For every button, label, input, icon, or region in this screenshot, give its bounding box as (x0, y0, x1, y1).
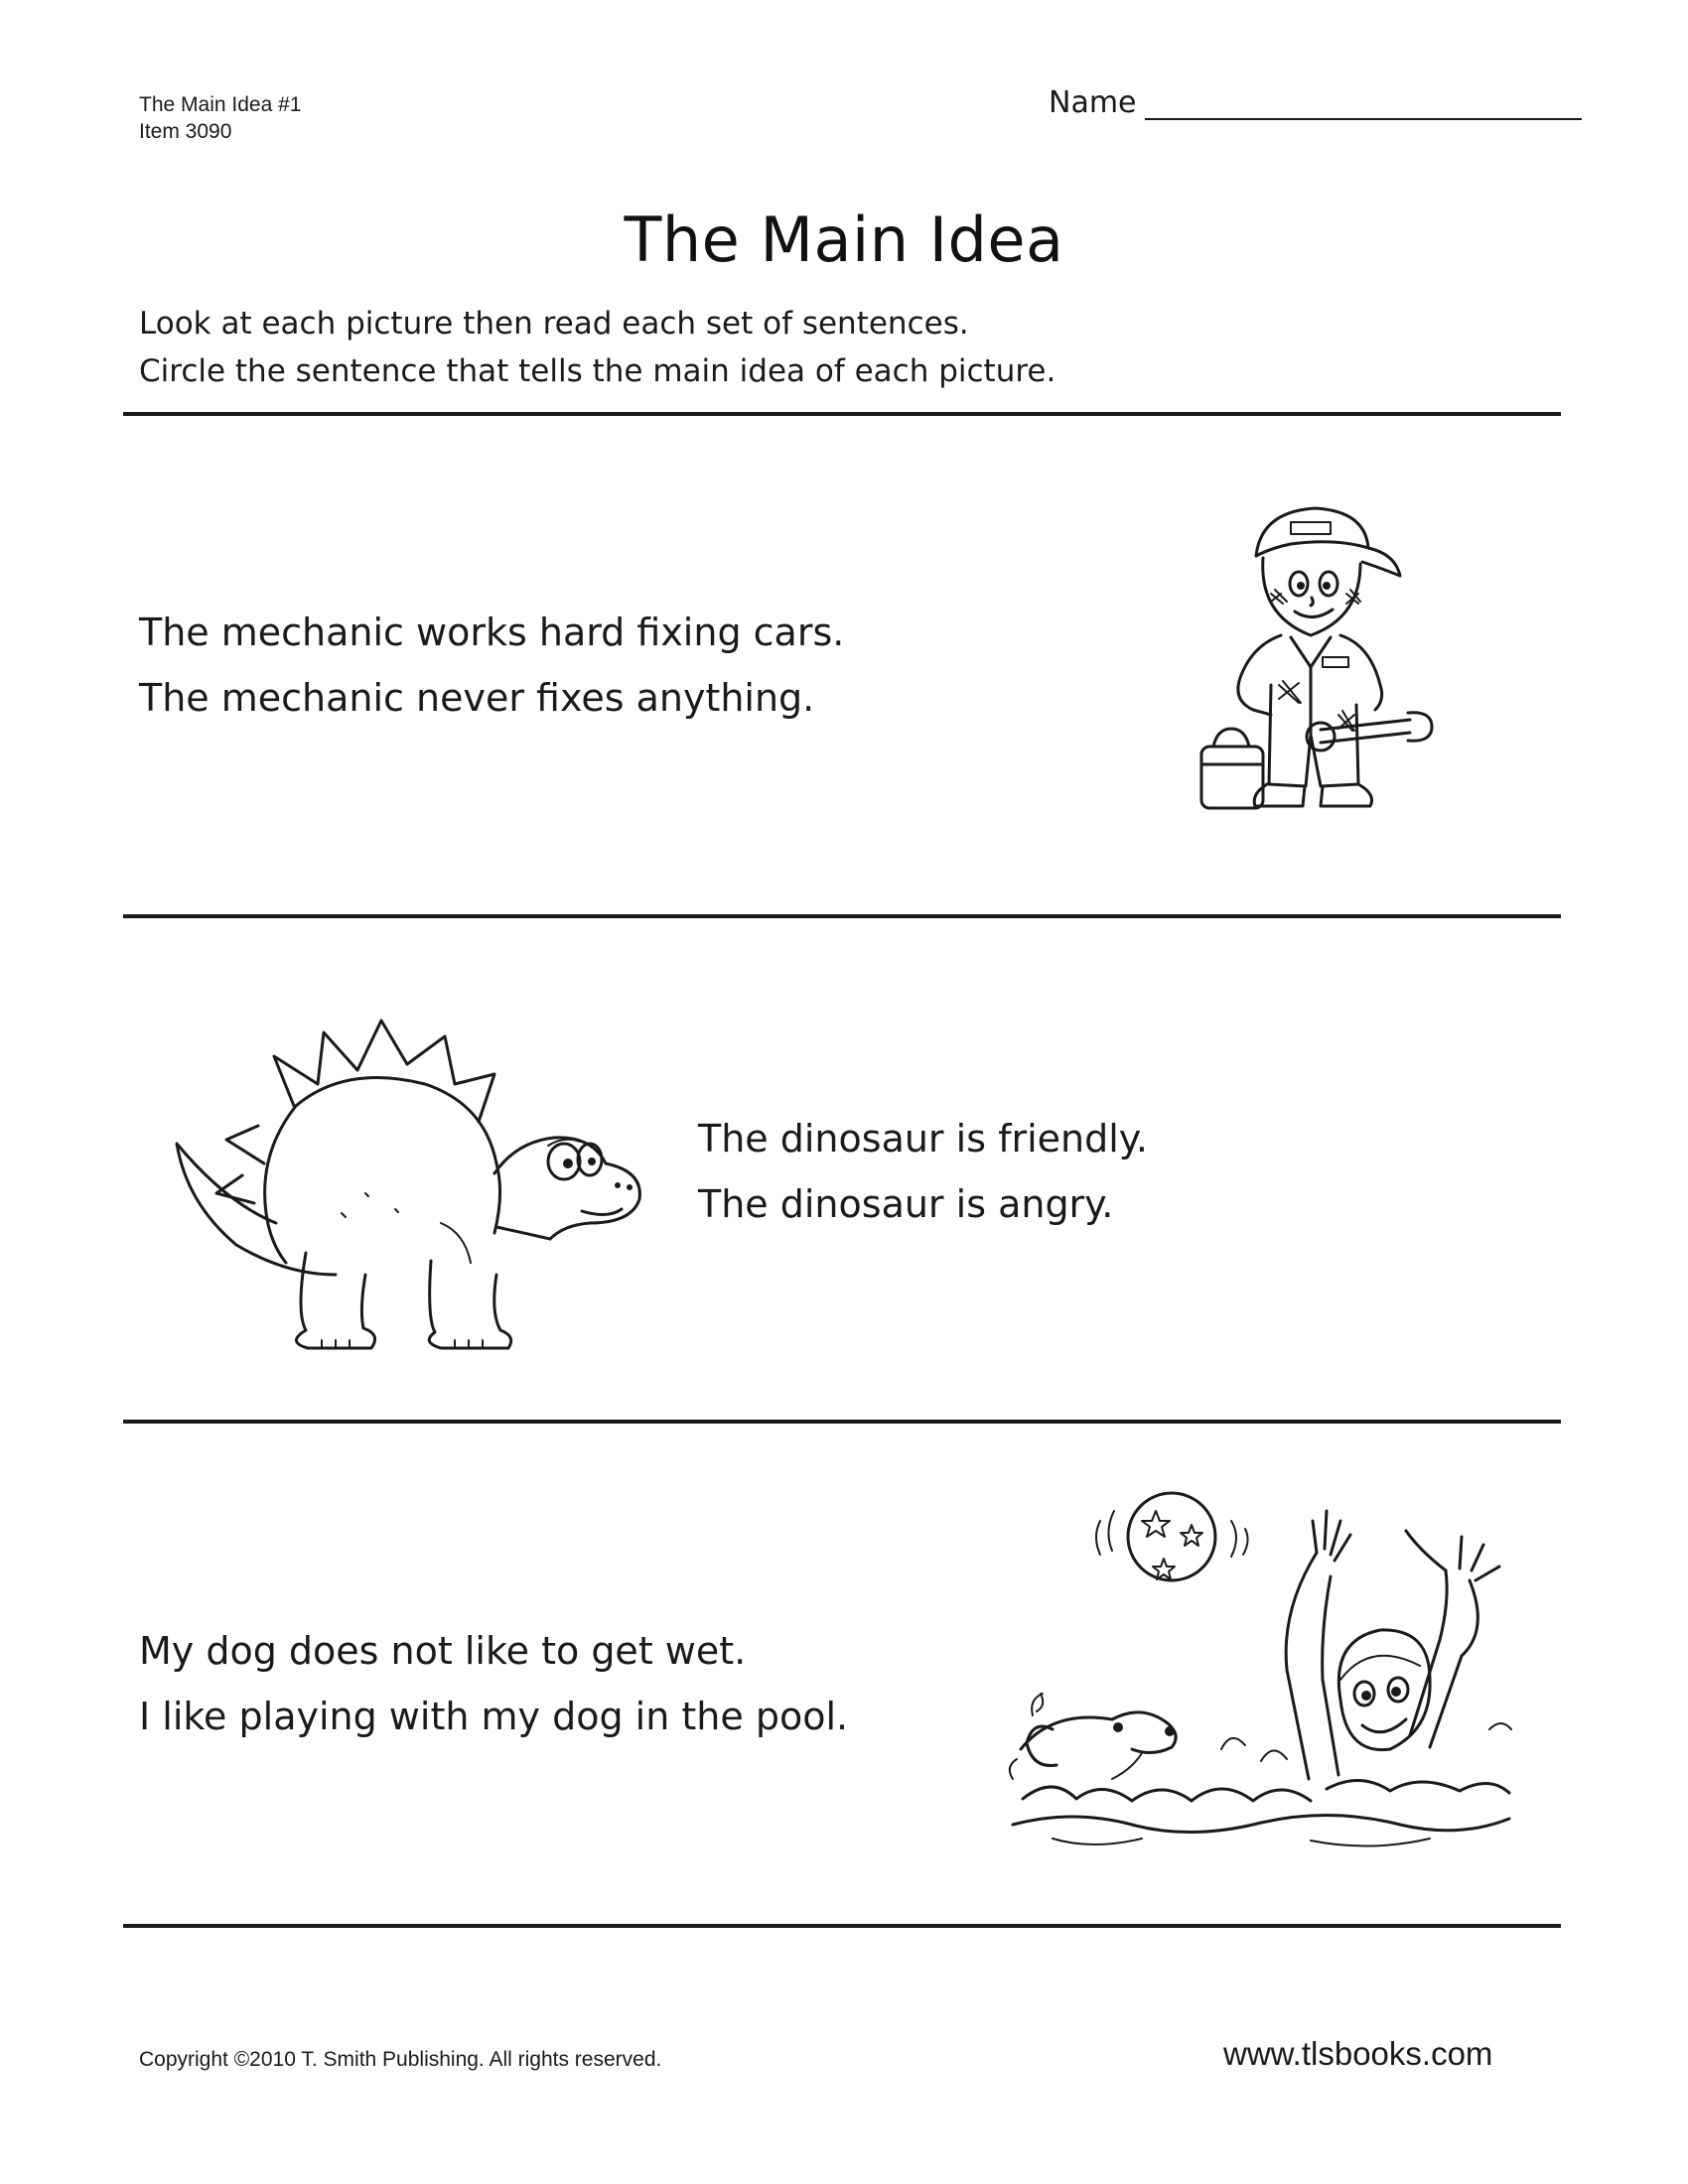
name-label: Name (1049, 85, 1137, 120)
worksheet-title: The Main Idea #1 (139, 93, 302, 116)
answer-option[interactable]: The mechanic never fixes anything. (139, 676, 815, 720)
answer-option[interactable]: The dinosaur is angry. (698, 1182, 1114, 1226)
instruction-line: Circle the sentence that tells the main idea of each picture. (139, 353, 1056, 389)
section-divider (123, 1924, 1561, 1928)
dinosaur-illustration (147, 1015, 653, 1352)
question-2-sentences (698, 1106, 1148, 1237)
page-title: The Main Idea (624, 204, 1064, 276)
website-link[interactable]: www.tlsbooks.com (1223, 2035, 1493, 2072)
mechanic-illustration (1172, 486, 1450, 844)
answer-option[interactable]: The dinosaur is friendly. (698, 1117, 1148, 1160)
question-1-sentences (139, 600, 844, 731)
section-divider (123, 914, 1561, 918)
question-3-sentences (139, 1618, 848, 1749)
instruction-line: Look at each picture then read each set of sentences. (139, 306, 969, 341)
instructions (139, 300, 1055, 395)
worksheet-meta (139, 91, 301, 145)
answer-option[interactable]: My dog does not like to get wet. (139, 1629, 747, 1673)
name-blank-line[interactable] (1145, 90, 1582, 120)
copyright-notice: Copyright ©2010 T. Smith Publishing. All rights reserved. (139, 2048, 662, 2071)
answer-option[interactable]: The mechanic works hard fixing cars. (139, 611, 845, 654)
answer-option[interactable]: I like playing with my dog in the pool. (139, 1695, 849, 1738)
name-field[interactable] (1049, 85, 1582, 120)
item-number: Item 3090 (139, 120, 232, 143)
section-divider (123, 412, 1561, 416)
girl-dog-pool-illustration (993, 1481, 1529, 1858)
section-divider (123, 1420, 1561, 1424)
